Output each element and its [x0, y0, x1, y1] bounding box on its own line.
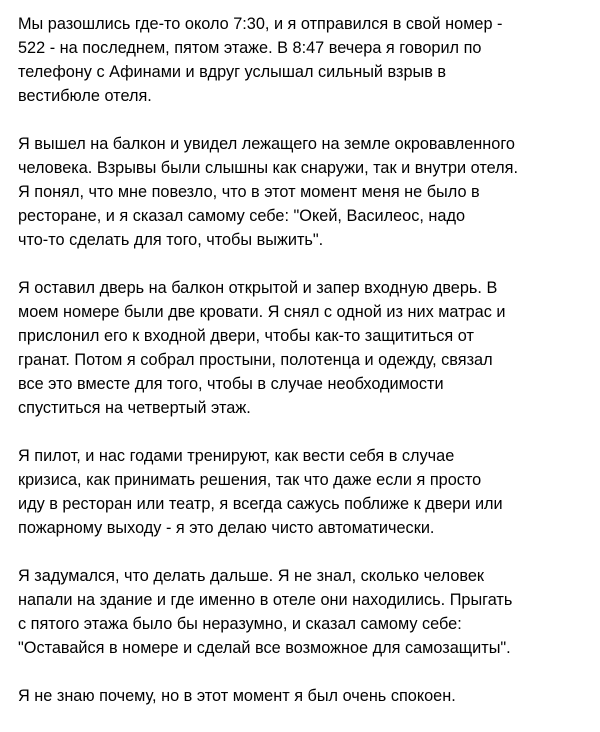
text-line: человека. Взрывы были слышны как снаружи, так и внутри отеля.	[18, 159, 518, 177]
text-line: напали на здание и где именно в отеле они находились. Прыгать	[18, 591, 513, 609]
text-line: Я пилот, и нас годами тренируют, как вести себя в случае	[18, 447, 455, 465]
text-line: ресторане, и я сказал самому себе: "Окей, Василеос, надо	[18, 207, 466, 225]
paragraph-2	[18, 132, 593, 252]
text-line: Я задумался, что делать дальше. Я не знал, сколько человек	[18, 567, 485, 585]
text-line: прислонил его к входной двери, чтобы как-то защититься от	[18, 327, 474, 345]
text-line: с пятого этажа было бы неразумно, и сказал самому себе:	[18, 615, 462, 633]
text-line: пожарному выходу - я это делаю чисто автоматически.	[18, 519, 435, 537]
text-line: вестибюле отеля.	[18, 87, 152, 105]
text-line: все это вместе для того, чтобы в случае необходимости	[18, 375, 444, 393]
text-line: моем номере были две кровати. Я снял с одной из них матрас и	[18, 303, 506, 321]
text-line: Я оставил дверь на балкон открытой и запер входную дверь. В	[18, 279, 498, 297]
text-line: гранат. Потом я собрал простыни, полотенца и одежду, связал	[18, 351, 493, 369]
text-line: телефону с Афинами и вдруг услышал сильный взрыв в	[18, 63, 447, 81]
text-line: Я понял, что мне повезло, что в этот момент меня не было в	[18, 183, 480, 201]
paragraph-4	[18, 444, 593, 540]
paragraph-3	[18, 276, 593, 420]
text-line: Я не знаю почему, но в этот момент я был очень спокоен.	[18, 687, 456, 705]
text-line: кризиса, как принимать решения, так что даже если я просто	[18, 471, 482, 489]
text-line: что-то сделать для того, чтобы выжить".	[18, 231, 324, 249]
text-line: Я вышел на балкон и увидел лежащего на земле окровавленного	[18, 135, 515, 153]
paragraph-1	[18, 12, 593, 108]
text-line: спуститься на четвертый этаж.	[18, 399, 251, 417]
article-text	[18, 12, 593, 732]
text-line: иду в ресторан или театр, я всегда сажусь поближе к двери или	[18, 495, 503, 513]
paragraph-6	[18, 684, 593, 708]
text-line: 522 - на последнем, пятом этаже. В 8:47 вечера я говорил по	[18, 39, 482, 57]
text-line: "Оставайся в номере и сделай все возможное для самозащиты".	[18, 639, 511, 657]
paragraph-5	[18, 564, 593, 660]
text-line: Мы разошлись где-то около 7:30, и я отправился в свой номер -	[18, 15, 503, 33]
